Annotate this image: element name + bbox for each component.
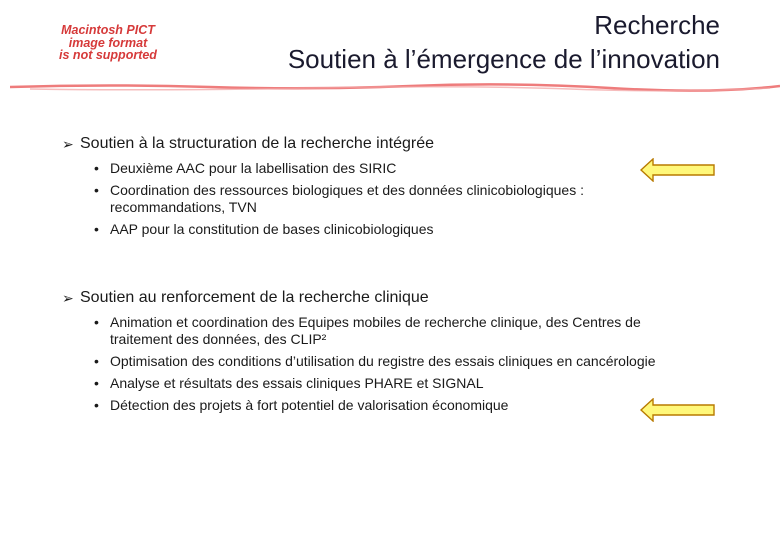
section-heading [62,288,690,308]
list-item-text: Détection des projets à fort potentiel de valorisation économique [110,397,509,413]
list-item-text: Coordination des ressources biologiques et des données clinicobiologiques : recommandations, TVN [110,182,584,215]
bullet-dot-icon: • [94,160,99,176]
decorative-rule [10,82,780,92]
bullet-dot-icon: • [94,182,99,198]
bullet-dot-icon: • [94,353,99,369]
list-item [62,221,690,238]
list-item-text: AAP pour la constitution de bases clinicobiologiques [110,221,434,237]
section-structuration [62,134,690,243]
bullet-list [62,314,690,414]
list-item [62,397,690,414]
title-line-2: Soutien à l’émergence de l’innovation [287,44,720,74]
section-heading [62,134,690,154]
pict-placeholder-image [38,24,178,64]
bullet-list [62,160,690,238]
slide-title [288,8,720,76]
bullet-dot-icon: • [94,397,99,413]
list-item [62,160,690,177]
list-item-text: Analyse et résultats des essais cliniques PHARE et SIGNAL [110,375,484,391]
section-recherche-clinique [62,288,690,419]
list-item-text: Deuxième AAC pour la labellisation des SIRIC [110,160,397,176]
arrow-left-icon [640,398,715,422]
chevron-right-icon: ➢ [62,290,74,306]
bullet-dot-icon: • [94,221,99,237]
title-line-1: Recherche [594,10,720,40]
bullet-dot-icon: • [94,375,99,391]
list-item-text: Optimisation des conditions d’utilisation du registre des essais cliniques en cancérologie [110,353,656,369]
section-heading-text: Soutien à la structuration de la recherche intégrée [80,135,434,152]
list-item [62,182,690,216]
pict-line-2: image format [68,35,148,50]
list-item [62,353,690,370]
section-heading-text: Soutien au renforcement de la recherche clinique [80,289,429,306]
arrow-left-icon [640,158,715,182]
list-item [62,314,690,348]
list-item [62,375,690,392]
bullet-dot-icon: • [94,314,99,330]
pict-line-1: Macintosh PICT [61,23,155,37]
chevron-right-icon: ➢ [62,136,74,152]
list-item-text: Animation et coordination des Equipes mobiles de recherche clinique, des Centres de traitement des données, des CLIP² [110,314,641,347]
pict-line-3: is not supported [59,48,157,62]
